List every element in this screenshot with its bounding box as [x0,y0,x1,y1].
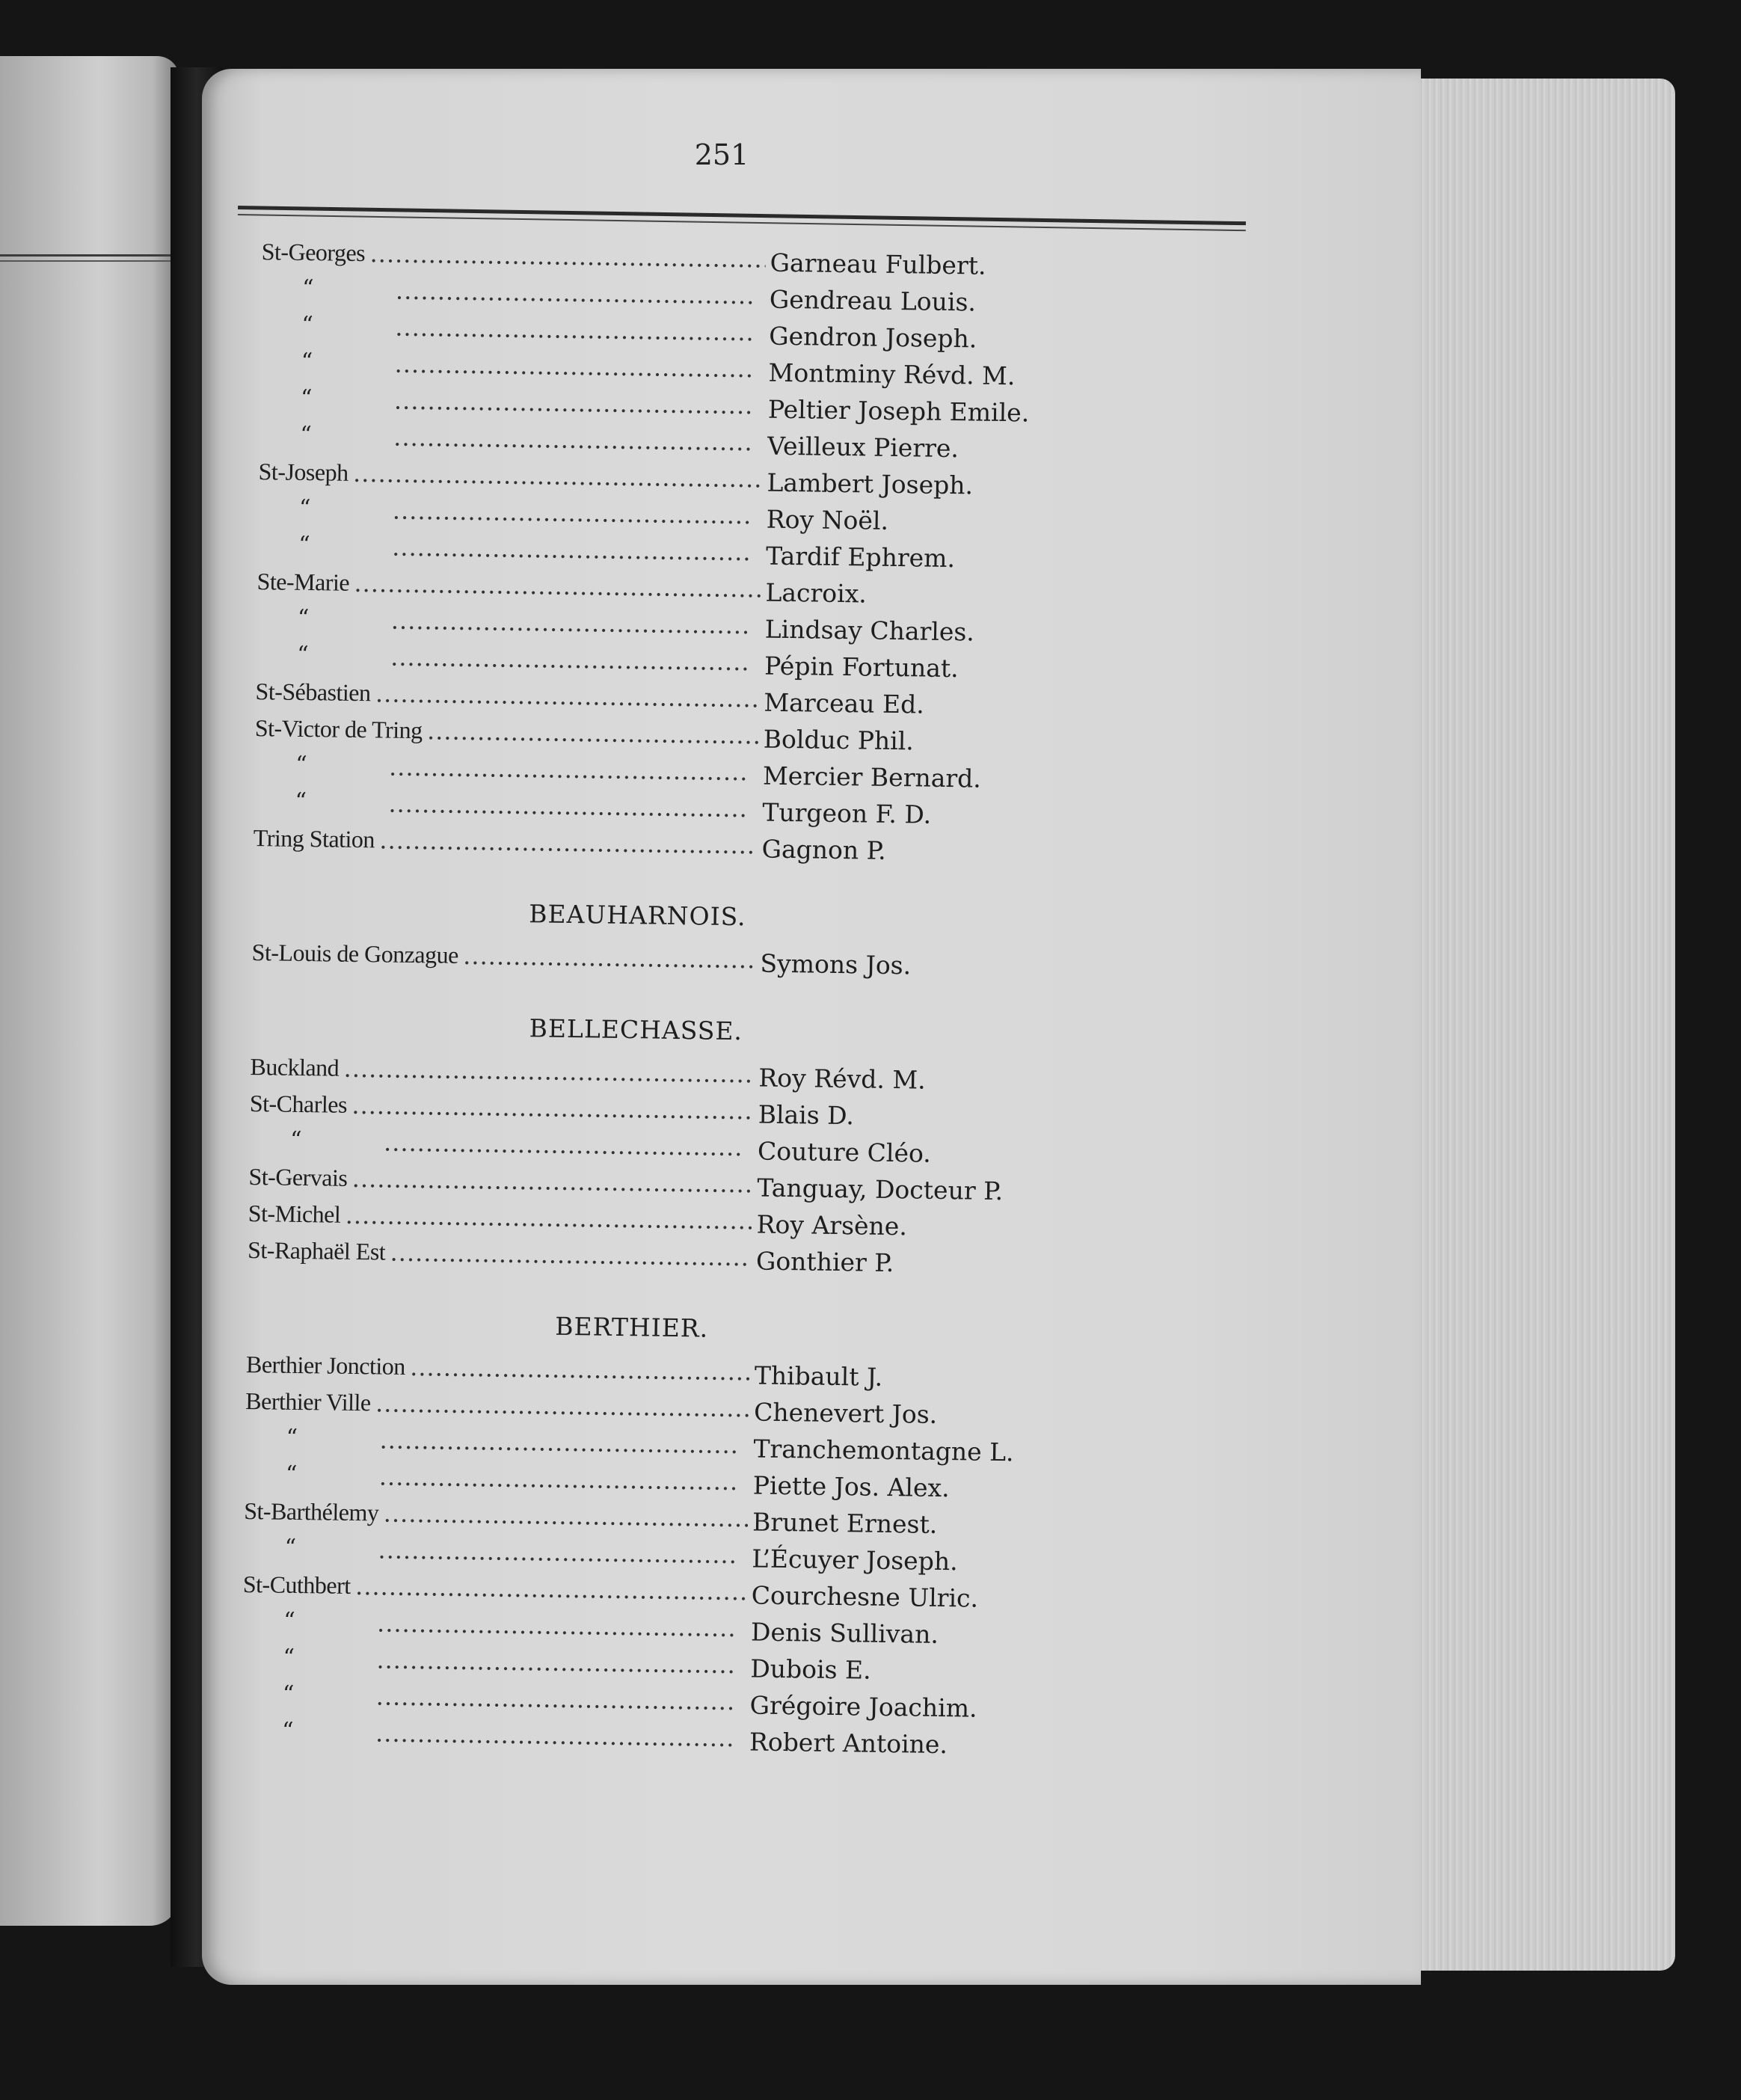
place-name: Buckland [250,1053,340,1081]
person-name: Gonthier P. [755,1246,894,1278]
dot-leader [393,423,752,457]
dot-leader [410,1353,750,1386]
person-name: Brunet Ernest. [752,1507,938,1539]
place-name: St-Georges [261,238,366,267]
dot-leader [354,569,761,604]
person-name: Chenevert Jos. [753,1397,938,1429]
person-name: Robert Antoine. [749,1727,948,1760]
dot-leader [394,350,753,384]
dot-leader [379,1462,738,1496]
ditto-mark: “ [282,1680,295,1707]
person-name: Peltier Joseph Emile. [767,394,1030,428]
dot-leader [346,1201,752,1235]
dot-leader [463,942,756,974]
dot-leader [395,313,754,347]
ditto-mark: “ [283,1644,295,1671]
ditto-mark: “ [300,421,312,449]
person-name: Gendron Joseph. [768,321,977,354]
dot-leader [390,1238,752,1272]
dot-leader [343,1054,754,1089]
dot-leader [351,1091,754,1125]
dot-leader [379,826,758,859]
place-name: St-Sébastien [255,678,371,707]
dot-leader [375,679,760,713]
person-name: Gendreau Louis. [769,284,977,317]
person-name: Couture Cléo. [757,1136,932,1168]
dot-leader [378,1535,737,1569]
place-name: Berthier Jonction [245,1350,406,1380]
dot-leader [393,497,752,530]
ditto-mark: “ [281,1717,294,1744]
person-name: Tardif Ephrem. [765,541,956,574]
dot-leader [391,607,750,640]
person-name: Roy Arsène. [756,1209,908,1241]
dot-leader [375,1389,750,1422]
dot-leader [384,1129,743,1162]
dot-leader [352,1164,753,1198]
person-name: Garneau Fulbert. [770,248,986,280]
dot-leader [353,459,763,494]
dot-leader [389,753,748,787]
dot-leader [379,1425,738,1459]
ditto-mark: “ [283,1607,295,1634]
person-name: Tranchemontagne L. [753,1434,1014,1467]
section-title: BERTHIER. [555,1311,709,1343]
person-name: Marceau Ed. [764,687,925,719]
person-name: Roy Noël. [766,504,889,535]
ditto-mark: “ [300,384,313,412]
ditto-mark: “ [298,494,311,522]
place-name: St-Victor de Tring [254,714,423,744]
person-name: Gagnon P. [761,834,886,865]
dot-leader [427,716,759,749]
place-name: St-Joseph [258,458,348,486]
person-name: Montminy Révd. M. [768,357,1016,391]
dot-leader [396,277,755,310]
ditto-mark: “ [301,311,313,339]
dot-leader [369,239,766,273]
ditto-mark: “ [301,274,314,302]
ditto-mark: “ [284,1534,297,1561]
dot-leader [355,1572,747,1606]
ditto-mark: “ [285,1461,298,1488]
person-name: Pépin Fortunat. [764,651,959,684]
place-name: Berthier Ville [245,1387,371,1416]
person-name: Bolduc Phil. [763,724,915,756]
ditto-mark: “ [295,788,307,815]
page-number: 251 [694,138,749,171]
place-name: St-Michel [248,1200,341,1228]
section-title: BELLECHASSE. [529,1013,743,1046]
person-name: Lambert Joseph. [767,467,974,500]
person-name: Blais D. [758,1099,855,1131]
dot-leader [384,1499,749,1533]
person-name: L’Écuyer Joseph. [752,1544,958,1576]
person-name: Mercier Bernard. [762,761,982,793]
ditto-mark: “ [298,531,310,559]
dot-leader [376,1682,735,1716]
person-name: Lacroix. [765,577,868,609]
ditto-mark: “ [286,1424,298,1451]
person-name: Veilleux Pierre. [767,431,959,464]
place-name: St-Louis de Gonzague [251,939,459,968]
person-name: Dubois E. [750,1654,871,1685]
ditto-mark: “ [301,348,313,375]
place-name: Tring Station [253,824,375,853]
person-name: Courchesne Ulric. [751,1580,979,1613]
dot-leader [376,1645,735,1679]
place-name: St-Raphaël Est [247,1236,386,1265]
ditto-mark: “ [297,604,310,632]
place-name: St-Charles [249,1090,348,1118]
dot-leader [390,643,749,677]
person-name: Grégoire Joachim. [749,1690,977,1723]
ditto-mark: “ [295,751,307,779]
person-name: Thibault J. [754,1360,883,1392]
place-name: Ste-Marie [257,568,350,596]
dot-leader [375,1719,734,1752]
person-name: Denis Sullivan. [750,1617,939,1649]
dot-leader [377,1609,736,1642]
person-name: Piette Jos. Alex. [752,1470,950,1503]
person-name: Roy Révd. M. [758,1063,926,1095]
ditto-mark: “ [289,1126,302,1154]
dot-leader [392,533,751,567]
place-name: St-Barthélemy [244,1496,379,1526]
dot-leader [394,387,753,420]
person-name: Symons Jos. [760,948,912,980]
person-name: Tanguay, Docteur P. [757,1173,1004,1206]
person-name: Turgeon F. D. [762,797,932,829]
place-name: St-Gervais [248,1163,348,1191]
ditto-mark: “ [297,641,309,669]
dot-leader [388,790,747,823]
place-name: St-Cuthbert [242,1570,351,1599]
section-title: BEAUHARNOIS. [529,899,746,932]
directory-entry [251,939,1037,986]
person-name: Lindsay Charles. [764,614,975,647]
